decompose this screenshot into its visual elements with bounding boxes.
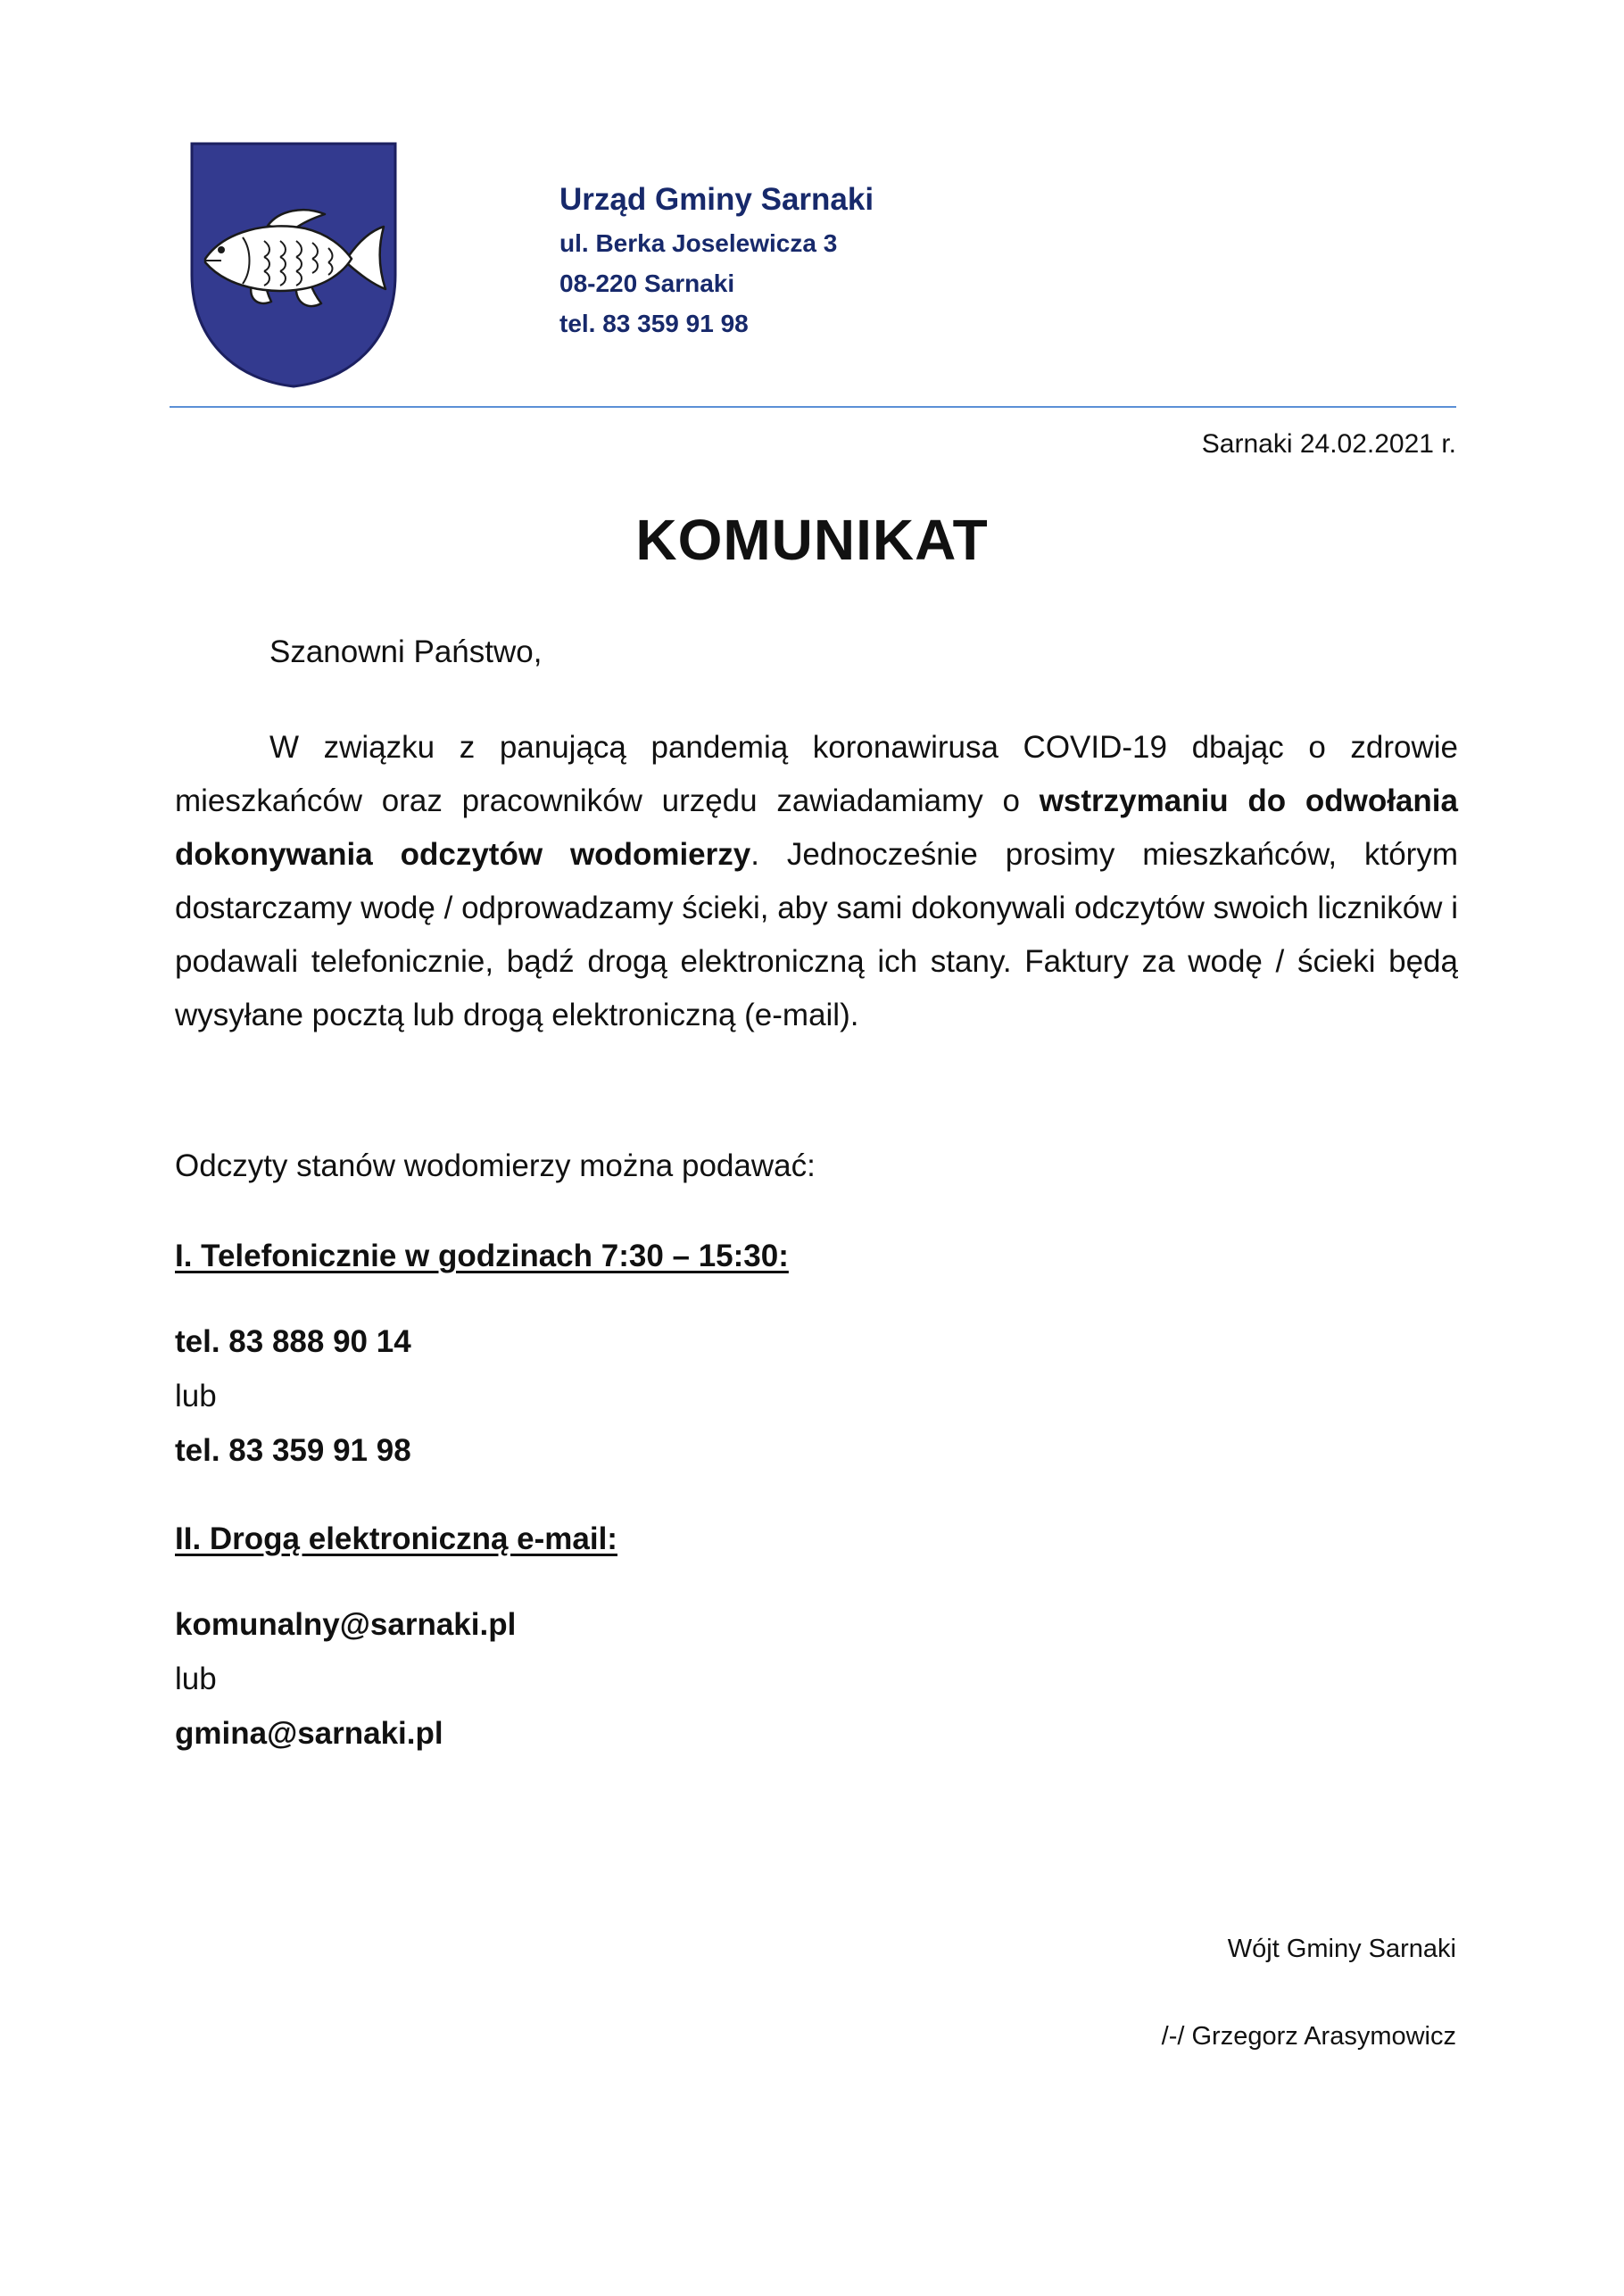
- announcement-body: [175, 721, 1458, 1042]
- signature-role: Wójt Gminy Sarnaki: [1227, 1935, 1456, 1963]
- body-text-part1: W związku z panującą pandemią koronawirusa COVID-19 dbając o zdrowie mieszkańców oraz pracowników urzędu zawiadamiamy o: [175, 730, 1458, 818]
- phone-section-heading: I. Telefonicznie w godzinach 7:30 – 15:30:: [175, 1239, 789, 1273]
- email-section-heading: II. Drogą elektroniczną e-mail:: [175, 1521, 617, 1556]
- postal-city: 08-220 Sarnaki: [559, 269, 735, 297]
- email-address-1[interactable]: komunalny@sarnaki.pl: [175, 1607, 517, 1642]
- phone-number-2: tel. 83 359 91 98: [175, 1433, 411, 1468]
- greeting: Szanowni Państwo,: [269, 634, 543, 669]
- phone-number-1: tel. 83 888 90 14: [175, 1324, 411, 1359]
- body-text-part2: . Jednocześnie prosimy mieszkańców, którym dostarczamy wodę / odprowadzamy ścieki, aby sami dokonywali odczytów swoich liczników i podawali telefonicznie, bądź drogą elektroniczną ich stany. Faktury za wodę / ścieki będą wysyłane pocztą lub drogą elektroniczną (e-mail).: [175, 837, 1458, 1032]
- fish-coat-of-arms-icon: [189, 141, 398, 389]
- email-address-2[interactable]: gmina@sarnaki.pl: [175, 1716, 443, 1751]
- signature-name: /-/ Grzegorz Arasymowicz: [1161, 2022, 1456, 2051]
- header-divider: [170, 406, 1456, 408]
- org-name: Urząd Gminy Sarnaki: [559, 182, 874, 217]
- letterhead: [559, 177, 874, 344]
- readings-intro: Odczyty stanów wodomierzy można podawać:: [175, 1148, 816, 1183]
- street-address: ul. Berka Joselewicza 3: [559, 229, 838, 257]
- email-or-label: lub: [175, 1662, 217, 1696]
- phone-or-label: lub: [175, 1379, 217, 1413]
- date-line: Sarnaki 24.02.2021 r.: [1201, 429, 1456, 459]
- office-phone: tel. 83 359 91 98: [559, 310, 749, 337]
- page-title: KOMUNIKAT: [635, 508, 989, 572]
- body-text-bold: wstrzymaniu do odwołania dokonywania odczytów wodomierzy: [175, 783, 1458, 872]
